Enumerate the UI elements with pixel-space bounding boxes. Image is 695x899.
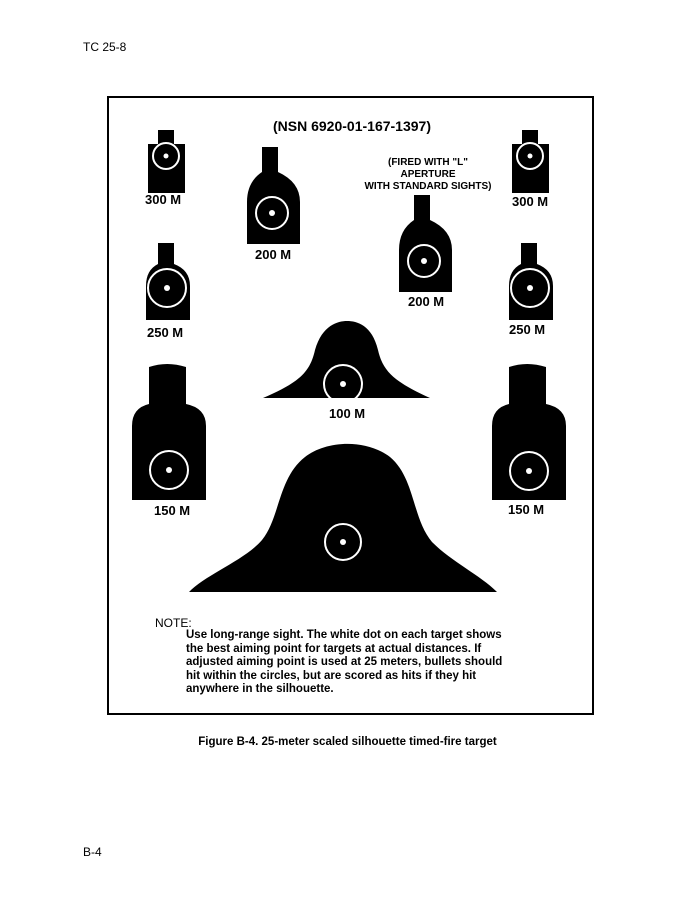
range-label-100m-center: 100 M (329, 406, 366, 421)
range-label-200m-right: 200 M (408, 294, 445, 309)
range-label-150m-right: 150 M (508, 502, 545, 517)
silhouette-100m-center (263, 321, 430, 403)
silhouette-200m-right (399, 195, 452, 292)
range-label-300m-left: 300 M (145, 192, 182, 207)
note-text: Use long-range sight. The white dot on each target shows the best aiming point for targets at actual distances. If adjusted aiming point is used at 25 meters, bullets should hit within the circles, but are scored as hits if they hit anywhere in the silhouette. (186, 629, 503, 696)
aperture-note (363, 157, 493, 193)
range-label-200m-left: 200 M (255, 247, 292, 262)
silhouette-large-bottom (189, 444, 497, 592)
silhouette-150m-left (132, 364, 206, 500)
aperture-note-line-2: WITH STANDARD SIGHTS) (364, 181, 492, 192)
silhouette-250m-left (146, 243, 190, 320)
note-heading: NOTE: (155, 616, 192, 630)
range-label-250m-left: 250 M (147, 325, 184, 340)
silhouette-250m-right (509, 243, 553, 320)
silhouette-300m-left (148, 130, 185, 193)
range-label-150m-left: 150 M (154, 503, 191, 518)
figure-caption: Figure B-4. 25-meter scaled silhouette timed-fire target (198, 736, 497, 748)
silhouette-200m-left (247, 147, 300, 244)
document-id-header: TC 25-8 (83, 40, 127, 54)
silhouette-150m-right (492, 364, 566, 500)
silhouette-300m-right (512, 130, 549, 193)
range-label-300m-right: 300 M (512, 194, 549, 209)
range-label-250m-right: 250 M (509, 322, 546, 337)
aperture-note-line-1: (FIRED WITH "L" APERTURE (387, 157, 469, 180)
nsn-label: (NSN 6920-01-167-1397) (273, 118, 431, 134)
page-number: B-4 (83, 845, 102, 859)
